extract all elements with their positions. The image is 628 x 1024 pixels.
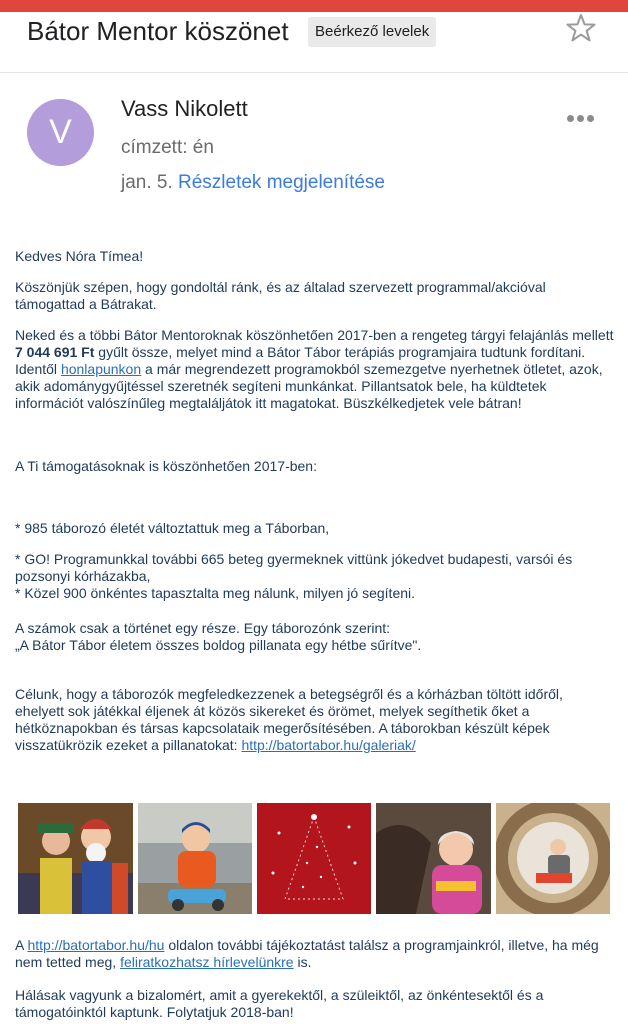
sender-name[interactable]: Vass Nikolett bbox=[121, 96, 248, 121]
photo-child-horse[interactable] bbox=[376, 803, 491, 914]
bullet-volunteers: * Közel 900 önkéntes tapasztalta meg nálunk, milyen jó segíteni. bbox=[15, 585, 416, 601]
paragraph-more-info: A http://batortabor.hu/hu oldalon további tájékoztatást találsz a programjainkról, illetve, ha még nem tetted meg, feliratkozhatsz hírlevelünkre is. bbox=[15, 937, 599, 970]
inbox-label-chip[interactable]: Beérkező levelek bbox=[308, 17, 436, 47]
sender-avatar[interactable]: V bbox=[27, 99, 94, 166]
star-outline-icon[interactable] bbox=[562, 12, 600, 46]
more-horizontal-icon[interactable] bbox=[563, 106, 597, 130]
photo-strip bbox=[18, 803, 610, 914]
bullet-campers: * 985 táborozó életét változtattuk meg a Táborban, bbox=[15, 520, 330, 536]
paragraph-goal: Célunk, hogy a táborozók megfeledkezzenek a betegségről és a kórházban töltött időről, ehelyett sok játékkal éljenek át közös sikereket és örömet, melyek segíthetik őket a hétköznapokban és társas kapcsolataik megerősítésében. A táborokban készült képek visszatükrözik ezeket a pillanatokat: http://batortabor.hu/galeriak/ bbox=[15, 686, 563, 753]
paragraph-closing: Hálásak vagyunk a bizalomért, amit a gyerekektől, a szüleiktől, az önkéntesektől és a támogatóinktól kaptunk. Folytatjuk 2018-ban! bbox=[15, 987, 544, 1020]
recipient-line: címzett: én bbox=[121, 137, 214, 158]
top-accent-bar bbox=[0, 0, 628, 12]
photo-christmas-card[interactable] bbox=[257, 803, 371, 914]
paragraph-donation: Neked és a többi Bátor Mentoroknak köszönhetően 2017-ben a rengeteg tárgyi felajánlás mellett 7 044 691 Ft gyűlt össze, melyet mind a Bátor Tábor terápiás programjaira tudtunk fordítani. Identől honlapunkon a már megrendezett programokból szemezgetve nyerhetnek ötletet, azok, akik adománygyűjtéssel szeretnék segíteni munkánkat. Pillantsatok bele, ha küldtetek információt valószínűleg megtaláljátok itt magatokat. Büszkélkedjetek vele bátran! bbox=[15, 327, 614, 411]
paragraph-quote: A számok csak a történet egy része. Egy táborozónk szerint: „A Bátor Tábor életem összes boldog pillanata egy hétbe sűrítve". bbox=[15, 620, 422, 653]
gallery-link[interactable]: http://batortabor.hu/galeriak/ bbox=[241, 737, 416, 753]
paragraph-thanks: Köszönjük szépen, hogy gondoltál ránk, és az általad szervezett programmal/akcióval támogattad a Bátrakat. bbox=[15, 279, 546, 312]
show-details-link[interactable]: Részletek megjelenítése bbox=[178, 172, 385, 193]
email-subject: Bátor Mentor köszönet bbox=[27, 16, 289, 46]
photo-child-rider[interactable] bbox=[138, 803, 252, 914]
subject-row bbox=[0, 12, 628, 70]
bullet-go-program: * GO! Programunkkal további 665 beteg gyermeknek vittünk jókedvet budapesti, varsói és pozsonyi kórházakba, bbox=[15, 551, 573, 584]
website-link[interactable]: honlapunkon bbox=[60, 361, 142, 377]
photo-child-tunnel[interactable] bbox=[496, 803, 610, 914]
homepage-link[interactable]: http://batortabor.hu/hu bbox=[27, 937, 165, 953]
header-divider bbox=[0, 72, 628, 73]
donation-amount: 7 044 691 Ft bbox=[15, 344, 95, 360]
newsletter-link[interactable]: feliratkozhatsz hírlevelünkre bbox=[120, 954, 294, 970]
greeting: Kedves Nóra Tímea! bbox=[15, 248, 144, 264]
message-date: jan. 5. bbox=[121, 172, 173, 193]
paragraph-support-intro: A Ti támogatásoknak is köszönhetően 2017-ben: bbox=[15, 458, 317, 474]
photo-clowns[interactable] bbox=[18, 803, 133, 914]
